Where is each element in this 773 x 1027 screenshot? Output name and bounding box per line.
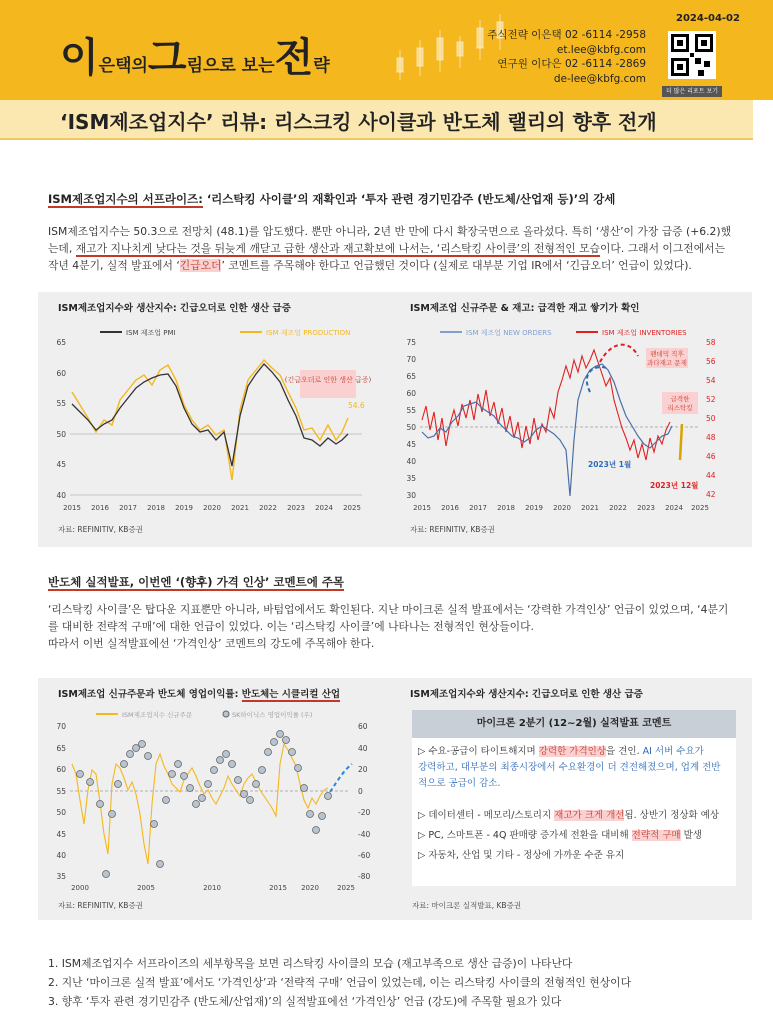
svg-text:55: 55 (56, 787, 66, 796)
report-title: ‘ISM제조업지수’ 리뷰: 리스크킹 사이클과 반도체 랠리의 향후 전개 (60, 110, 657, 134)
chart1-title: ISM제조업지수와 생산지수: 긴급오더로 인한 생산 급증 (58, 303, 291, 314)
svg-text:2019: 2019 (175, 504, 193, 512)
svg-text:2015: 2015 (413, 504, 431, 512)
svg-text:2025: 2025 (337, 884, 355, 892)
svg-text:30: 30 (406, 491, 416, 500)
svg-text:45: 45 (406, 440, 416, 449)
chart1-end-label: 54.6 (348, 401, 365, 410)
svg-text:40: 40 (358, 744, 368, 753)
chart2-legend-orders: ISM 제조업 NEW ORDERS (466, 329, 552, 337)
chart1-legend-prod: ISM 제조업 PRODUCTION (266, 329, 351, 337)
svg-text:2020: 2020 (203, 504, 221, 512)
svg-text:2025: 2025 (691, 504, 709, 512)
svg-text:60: 60 (406, 389, 416, 398)
svg-text:52: 52 (706, 395, 716, 404)
qr-code[interactable] (668, 31, 716, 79)
chart4-source: 자료: 마이크론 실적발표, KB증권 (412, 901, 522, 910)
section1-paragraph: ISM제조업지수는 50.3으로 전망치 (48.1)를 압도했다. 뿐만 아니라, 2년 반 만에 다시 확장국면으로 올라섰다. 특히 ‘생산’이 가장 급증 (+6.2)했 는데, 재고가 지나치게 낮다는 것을 뒤늦게 깨닫고 급한 생산과 재고확보에 나서는, ‘리스탁킹 사이클’의 전형적인 모습이다. 그래서 이그전에서는 작년 4분기, 실적 발표에서 ‘긴급오더’ 코멘트를 주목해야 한다고 언급했던 것이다 (실제로 대부분 기업 IR에서 ‘긴급오더’ 언급이 있었다). (48, 225, 732, 272)
svg-text:40: 40 (56, 491, 66, 500)
svg-text:50: 50 (706, 414, 716, 423)
svg-text:60: 60 (358, 722, 368, 731)
svg-text:2017: 2017 (469, 504, 487, 512)
conclusion-item: 2. 지난 ‘마이크론 실적 발표’에서도 ‘가격인상’과 ‘전략적 구매’ 언급이 있었는데, 이는 리스탁킹 사이클의 전형적인 현상이다 (48, 976, 631, 989)
chart1-legend-pmi: ISM 제조업 PMI (126, 329, 176, 337)
chart2 (400, 320, 740, 520)
chart4-title: ISM제조업지수와 생산지수: 긴급오더로 인한 생산 급증 (410, 689, 643, 700)
svg-text:2022: 2022 (259, 504, 277, 512)
svg-text:2024: 2024 (665, 504, 683, 512)
chart3-source: 자료: REFINITIV, KB증권 (58, 901, 143, 910)
chart1-annotation: (긴급오더로 인한 생산 급증) (284, 376, 372, 384)
svg-text:2018: 2018 (147, 504, 165, 512)
svg-text:65: 65 (406, 372, 416, 381)
section1-heading: ISM제조업지수의 서프라이즈: ‘리스탁킹 사이클’의 재확인과 ‘투자 관련 경기민감주 (반도체/산업재 등)’의 강세 (48, 192, 616, 206)
svg-text:팬데믹 직후: 팬데믹 직후 (650, 350, 684, 358)
svg-text:2005: 2005 (137, 884, 155, 892)
header-banner (0, 0, 773, 100)
report-date: 2024-04-02 (676, 13, 740, 24)
chart2-legend-inv: ISM 제조업 INVENTORIES (602, 329, 687, 337)
comment-box: ▷ 수요-공급이 타이트해지며 강력한 가격인상을 견인. AI 서버 수요가 강력하고, 대부분의 최종시장에서 수요환경이 더 견전해졌으며, 업계 전반 적으로 공급이 감소. ▷ 데이터센터 - 메모리/스토리지 재고가 크게 개선됨. 상반기 정상화 예상 ▷ PC, 스마트폰 - 4Q 판매량 증가세 전환을 대비해 전략적 구매 발생 ▷ 자동차, 산업 및 기타 - 정상에 가까운 수준 유지 (412, 738, 736, 886)
chart3 (50, 704, 380, 894)
svg-text:2022: 2022 (609, 504, 627, 512)
chart2-title: ISM제조업 신규주문 & 재고: 급격한 재고 쌓기가 확인 (410, 303, 640, 314)
conclusion-list (48, 954, 631, 1011)
svg-text:SK하이닉스 영업이익률 (우): SK하이닉스 영업이익률 (우) (232, 711, 313, 719)
svg-text:2015: 2015 (63, 504, 81, 512)
chart2-source: 자료: REFINITIV, KB증권 (410, 525, 495, 534)
svg-text:과다재고 문제: 과다재고 문제 (647, 359, 687, 367)
svg-text:35: 35 (56, 872, 66, 881)
svg-text:56: 56 (706, 357, 716, 366)
svg-text:2017: 2017 (119, 504, 137, 512)
logo: 이은택의그림으로 보는전략 (60, 35, 330, 81)
svg-text:75: 75 (406, 338, 416, 347)
svg-text:2015: 2015 (269, 884, 287, 892)
svg-text:0: 0 (358, 787, 363, 796)
svg-text:54: 54 (706, 376, 716, 385)
conclusion-item: 1. ISM제조업지수 서프라이즈의 세부항목을 보면 리스탁킹 사이클의 모습 (재고부족으로 생산 급증)이 나타난다 (48, 957, 573, 970)
svg-text:44: 44 (706, 471, 716, 480)
chart3-title: ISM제조업 신규주문과 반도체 영업이익률: 반도체는 시클리컬 산업 (58, 689, 341, 700)
svg-text:65: 65 (56, 744, 66, 753)
qr-caption[interactable]: 더 많은 리포트 보기 (662, 86, 722, 97)
svg-text:2021: 2021 (581, 504, 599, 512)
conclusion-item: 3. 향후 ‘투자 관련 경기민감주 (반도체/산업재)’의 실적발표에선 ‘가격인상’ 언급 (강도)에 주목할 필요가 있다 (48, 995, 562, 1008)
svg-text:48: 48 (706, 433, 716, 442)
svg-text:2016: 2016 (441, 504, 459, 512)
svg-text:2010: 2010 (203, 884, 221, 892)
svg-text:20: 20 (358, 765, 368, 774)
svg-text:-20: -20 (358, 808, 371, 817)
svg-text:50: 50 (406, 423, 416, 432)
svg-text:35: 35 (406, 474, 416, 483)
svg-text:55: 55 (56, 399, 66, 408)
svg-text:50: 50 (56, 808, 66, 817)
svg-text:-60: -60 (358, 851, 371, 860)
svg-text:2023: 2023 (637, 504, 655, 512)
svg-text:70: 70 (56, 722, 66, 731)
svg-text:2024: 2024 (315, 504, 333, 512)
svg-text:-40: -40 (358, 830, 371, 839)
svg-text:리스탁킹: 리스탁킹 (667, 404, 693, 412)
chart2-ann-dec: 2023년 12월 (650, 481, 699, 490)
svg-text:45: 45 (56, 460, 66, 469)
section2-heading: 반도체 실적발표, 이번엔 ‘(향후) 가격 인상’ 코멘트에 주목 (48, 575, 345, 589)
comment-box-header: 마이크론 2분기 (12~2월) 실적발표 코멘트 (412, 710, 736, 738)
svg-text:40: 40 (406, 457, 416, 466)
svg-text:2016: 2016 (91, 504, 109, 512)
contact-info: 주식전략 이은택 02 -6114 -2958 et.lee@kbfg.com 연구원 이다은 02 -6114 -2869 de-lee@kbfg.com (487, 29, 646, 85)
svg-text:70: 70 (406, 355, 416, 364)
svg-text:60: 60 (56, 765, 66, 774)
svg-text:2018: 2018 (497, 504, 515, 512)
section2-paragraph: ‘리스탁킹 사이클’은 탑다운 지표뿐만 아니라, 바텀업에서도 확인된다. 지난 마이크론 실적 발표에서는 ‘강력한 가격인상’ 언급이 있었으며, ‘4분기 를 대비한 전략적 구매’에 대한 언급이 있었다. 이는 ‘리스탁킹 사이클’에 나타나는 전형적인 현상들이다. 따라서 이번 실적발표에선 ‘가격인상’ 코멘트의 강도에 주목해야 한다. (48, 603, 729, 650)
svg-text:50: 50 (56, 430, 66, 439)
svg-text:2020: 2020 (553, 504, 571, 512)
svg-text:55: 55 (406, 406, 416, 415)
svg-text:42: 42 (706, 490, 716, 499)
svg-text:46: 46 (706, 452, 716, 461)
svg-text:2019: 2019 (525, 504, 543, 512)
chart2-ann-jan: 2023년 1월 (588, 460, 632, 469)
chart1-source: 자료: REFINITIV, KB증권 (58, 525, 143, 534)
svg-text:40: 40 (56, 851, 66, 860)
chart1 (50, 320, 380, 520)
svg-text:ISM제조업지수 신규주문: ISM제조업지수 신규주문 (122, 711, 193, 719)
svg-text:58: 58 (706, 338, 716, 347)
svg-text:2020: 2020 (301, 884, 319, 892)
svg-text:2025: 2025 (343, 504, 361, 512)
svg-text:2021: 2021 (231, 504, 249, 512)
svg-text:2000: 2000 (71, 884, 89, 892)
svg-text:45: 45 (56, 830, 66, 839)
svg-text:65: 65 (56, 338, 66, 347)
svg-text:60: 60 (56, 369, 66, 378)
title-bar (0, 100, 753, 140)
svg-text:2023: 2023 (287, 504, 305, 512)
svg-text:급격한: 급격한 (670, 395, 690, 403)
svg-text:-80: -80 (358, 872, 371, 881)
